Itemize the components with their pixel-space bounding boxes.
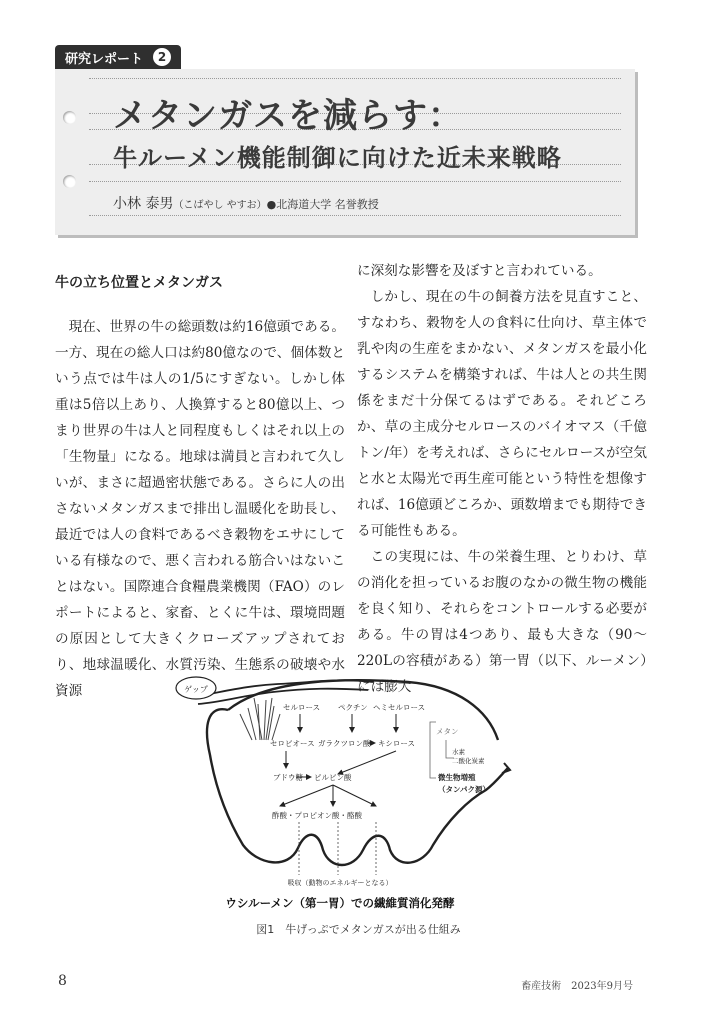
xylose-label: キシロース bbox=[378, 739, 416, 748]
binder-hole-icon bbox=[63, 111, 76, 124]
body-paragraph: しかし、現在の牛の飼養方法を見直すこと、すなわち、穀物を人の食料に仕向け、草主体で乳や肉の生産をまかない、メタンガスを最小化するシステムを構築すれば、牛は人との共生関係をまだ十分保てるはずである。それどころか、草の主成分セルロースのバイオマス（千億トン/年）を考えれば、さらにセルロースが空気と水と太陽光で再生産可能という特性を想像すれば、16億頭どころか、頭数増までも期待できる可能性もある。 bbox=[357, 289, 647, 539]
cellobiose-label: セロビオース bbox=[270, 739, 315, 748]
body-paragraph: この実現には、牛の栄養生理、とりわけ、草の消化を担っているお腹のなかの微生物の機能を良く知り、それらをコントロールする必要がある。牛の胃は4つあり、最も大きな（90〜220Lの容積がある）第一胃（以下、ルーメン）には膨大 bbox=[357, 549, 647, 695]
body-paragraph: 現在、世界の牛の総頭数は約16億頭である。一方、現在の総人口は約80億なので、個体数という点では牛は人の1/5にすぎない。しかし体重は5倍以上あり、人換算すると80億以上、つまり世界の牛は人と同程度もしくはそれ以上の「生物量」になる。地球は満員と言われて久しいが、まさに超過密状態である。さらに人の出さないメタンガスまで排出し温暖化を助長し、最近では人の食料であるべき穀物をエサにしている有様なので、悪く言われる筋合いはないことはない。国際連合食糧農業機関（FAO）のレポートによると、家畜、とくに牛は、環境問題の原因として大きくクローズアップされており、地球温暖化、水質汚染、生態系の破壊や水資源 bbox=[55, 319, 345, 699]
author-name: 小林 泰男 bbox=[113, 196, 174, 212]
report-tag bbox=[55, 45, 181, 69]
ruled-line bbox=[89, 215, 621, 216]
vfa-label: 酢酸・プロピオン酸・酪酸 bbox=[272, 811, 362, 820]
journal-name: 畜産技術 2023年9月号 bbox=[521, 981, 633, 992]
cellulose-label: セルロース bbox=[283, 703, 321, 712]
binder-hole-icon bbox=[63, 175, 76, 188]
body-paragraph: に深刻な影響を及ぼすと言われている。 bbox=[357, 263, 602, 279]
methane-label: メタン bbox=[436, 727, 459, 736]
pyruvate-label: ピルビン酸 bbox=[314, 773, 352, 782]
protein-source-label: （タンパク源） bbox=[438, 785, 490, 794]
figure-caption: 図1 牛げっぷでメタンガスが出る仕組み bbox=[256, 923, 461, 936]
microbe-growth-label: 微生物増殖 bbox=[438, 773, 476, 782]
author-affiliation: ●北海道大学 名誉教授 bbox=[266, 198, 379, 211]
title-card bbox=[55, 69, 635, 235]
esophagus-icon bbox=[198, 680, 373, 696]
page-number: 8 bbox=[58, 973, 67, 989]
rumen-diagram bbox=[168, 670, 513, 915]
section-heading: 牛の立ち位置とメタンガス bbox=[55, 275, 223, 291]
absorption-label: 吸収（動物のエネルギーとなる） bbox=[287, 879, 393, 887]
pectin-label: ペクチン bbox=[338, 703, 368, 712]
hydrogen-label: 水素 bbox=[452, 748, 465, 756]
ruled-line bbox=[89, 181, 621, 182]
co2-label: 二酸化炭素 bbox=[452, 757, 485, 765]
article-title: メタンガスを減らす： bbox=[113, 96, 463, 136]
glucose-label: ブドウ糖 bbox=[273, 773, 303, 782]
burp-label: ゲップ bbox=[184, 685, 208, 694]
author-line bbox=[113, 193, 379, 213]
hemicellulose-label: ヘミセルロース bbox=[373, 703, 426, 712]
author-reading: （こばやし やすお） bbox=[173, 200, 267, 211]
article-subtitle: 牛ルーメン機能制御に向けた近未来戦略 bbox=[113, 144, 562, 172]
diagram-title: ウシルーメン（第一胃）での繊維質消化発酵 bbox=[225, 896, 455, 910]
right-column bbox=[357, 258, 647, 700]
ruled-line bbox=[89, 78, 621, 79]
galacturonic-label: ガラクツロン酸 bbox=[318, 739, 371, 748]
grass-icon bbox=[240, 698, 280, 740]
left-column bbox=[55, 258, 345, 704]
report-number-badge: 2 bbox=[153, 48, 171, 66]
report-tag-label: 研究レポート bbox=[65, 51, 144, 67]
